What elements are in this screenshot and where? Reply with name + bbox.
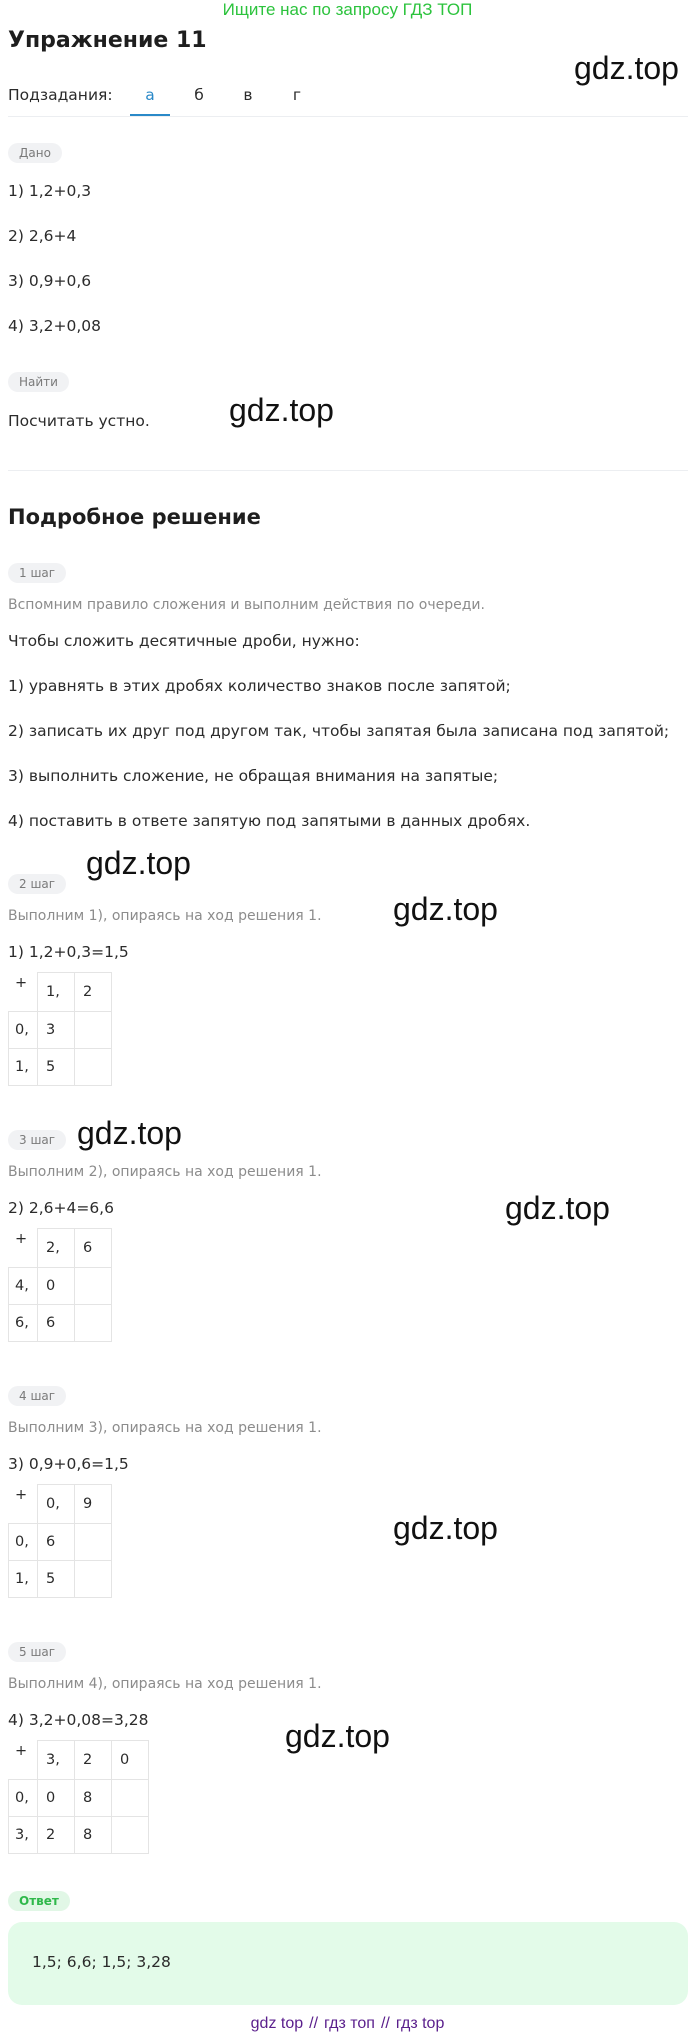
footer-separator: // [309, 2015, 319, 2032]
step-equation: 1) 1,2+0,3=1,5 [8, 943, 129, 961]
table-cell: 0 [38, 1268, 75, 1305]
table-cell [112, 1817, 149, 1854]
table-cell: + [9, 1229, 38, 1268]
tab-g[interactable]: г [292, 86, 302, 104]
table-cell: + [9, 1485, 38, 1524]
table-cell: 0, [9, 1524, 38, 1561]
calc-table [8, 972, 112, 1086]
footer-link[interactable]: гдз top [395, 2015, 445, 2032]
watermark: gdz.top [574, 50, 679, 86]
step-hint: Выполним 1), опираясь на ход решения 1. [8, 908, 322, 924]
step-badge: 1 шаг [8, 563, 66, 583]
step-hint: Вспомним правило сложения и выполним действия по очереди. [8, 597, 485, 613]
watermark: gdz.top [505, 1190, 610, 1226]
solution-heading: Подробное решение [8, 505, 261, 529]
step-badge: 4 шаг [8, 1386, 66, 1406]
given-badge: Дано [8, 143, 62, 163]
table-cell: 0, [9, 1012, 38, 1049]
calc-table [8, 1228, 112, 1342]
table-cell: 2 [75, 1741, 112, 1780]
table-cell: 6 [38, 1524, 75, 1561]
search-hint-banner: Ищите нас по запросу ГДЗ ТОП [222, 0, 473, 19]
step-hint: Выполним 2), опираясь на ход решения 1. [8, 1164, 322, 1180]
find-badge: Найти [8, 372, 69, 392]
table-cell: 3, [9, 1817, 38, 1854]
step-equation: 2) 2,6+4=6,6 [8, 1199, 114, 1217]
step-badge: 5 шаг [8, 1642, 66, 1662]
table-cell [112, 1780, 149, 1817]
table-cell: 6, [9, 1305, 38, 1342]
step-hint: Выполним 4), опираясь на ход решения 1. [8, 1676, 322, 1692]
given-item: 1) 1,2+0,3 [8, 182, 92, 200]
calc-table [8, 1484, 112, 1598]
table-cell: 0 [112, 1741, 149, 1780]
table-cell [75, 1305, 112, 1342]
given-item: 4) 3,2+0,08 [8, 317, 101, 335]
table-cell [75, 1561, 112, 1598]
table-cell: 6 [38, 1305, 75, 1342]
watermark: gdz.top [393, 891, 498, 927]
table-cell: 5 [38, 1561, 75, 1598]
table-cell: 2 [38, 1817, 75, 1854]
table-cell [75, 1049, 112, 1086]
watermark: gdz.top [86, 845, 191, 881]
divider [8, 116, 688, 117]
step-badge: 2 шаг [8, 874, 66, 894]
rule-item: 1) уравнять в этих дробях количество знаков после запятой; [8, 677, 511, 695]
table-cell [75, 1524, 112, 1561]
table-cell [75, 1268, 112, 1305]
table-cell: + [9, 1741, 38, 1780]
table-cell: 2 [75, 973, 112, 1012]
table-cell: 0, [38, 1485, 75, 1524]
step-equation: 3) 0,9+0,6=1,5 [8, 1455, 129, 1473]
table-cell: 1, [38, 973, 75, 1012]
rule-item: 3) выполнить сложение, не обращая внимания на запятые; [8, 767, 499, 785]
footer-link[interactable]: гдз топ [324, 2015, 375, 2032]
table-cell: 1, [9, 1561, 38, 1598]
table-cell [75, 1012, 112, 1049]
divider [8, 470, 688, 471]
footer-links [0, 2015, 695, 2033]
tab-b[interactable]: б [194, 86, 204, 104]
step-equation: 4) 3,2+0,08=3,28 [8, 1711, 149, 1729]
table-cell: 8 [75, 1780, 112, 1817]
rule-item: 4) поставить в ответе запятую под запятыми в данных дробях. [8, 812, 531, 830]
table-cell: 3, [38, 1741, 75, 1780]
footer-separator: // [380, 2015, 390, 2032]
table-cell: + [9, 973, 38, 1012]
find-text: Посчитать устно. [8, 412, 150, 430]
answer-text: 1,5; 6,6; 1,5; 3,28 [32, 1953, 171, 1971]
tab-a[interactable]: а [145, 86, 155, 104]
table-cell: 3 [38, 1012, 75, 1049]
step-badge: 3 шаг [8, 1130, 66, 1150]
table-cell: 8 [75, 1817, 112, 1854]
footer-link[interactable]: gdz top [250, 2015, 304, 2032]
calc-table [8, 1740, 149, 1854]
rule-item: 2) записать их друг под другом так, чтобы запятая была записана под запятой; [8, 722, 670, 740]
table-cell: 0, [9, 1780, 38, 1817]
watermark: gdz.top [393, 1510, 498, 1546]
step-text: Чтобы сложить десятичные дроби, нужно: [8, 632, 360, 650]
page-title: Упражнение 11 [8, 28, 207, 53]
table-cell: 9 [75, 1485, 112, 1524]
given-item: 3) 0,9+0,6 [8, 272, 92, 290]
tab-v[interactable]: в [243, 86, 253, 104]
watermark: gdz.top [285, 1718, 390, 1754]
answer-badge: Ответ [8, 1891, 70, 1911]
subtasks-label: Подзадания: [8, 86, 113, 104]
watermark: gdz.top [229, 392, 334, 428]
step-hint: Выполним 3), опираясь на ход решения 1. [8, 1420, 322, 1436]
table-cell: 1, [9, 1049, 38, 1086]
table-cell: 0 [38, 1780, 75, 1817]
given-item: 2) 2,6+4 [8, 227, 77, 245]
table-cell: 2, [38, 1229, 75, 1268]
watermark: gdz.top [77, 1115, 182, 1151]
table-cell: 4, [9, 1268, 38, 1305]
table-cell: 5 [38, 1049, 75, 1086]
table-cell: 6 [75, 1229, 112, 1268]
